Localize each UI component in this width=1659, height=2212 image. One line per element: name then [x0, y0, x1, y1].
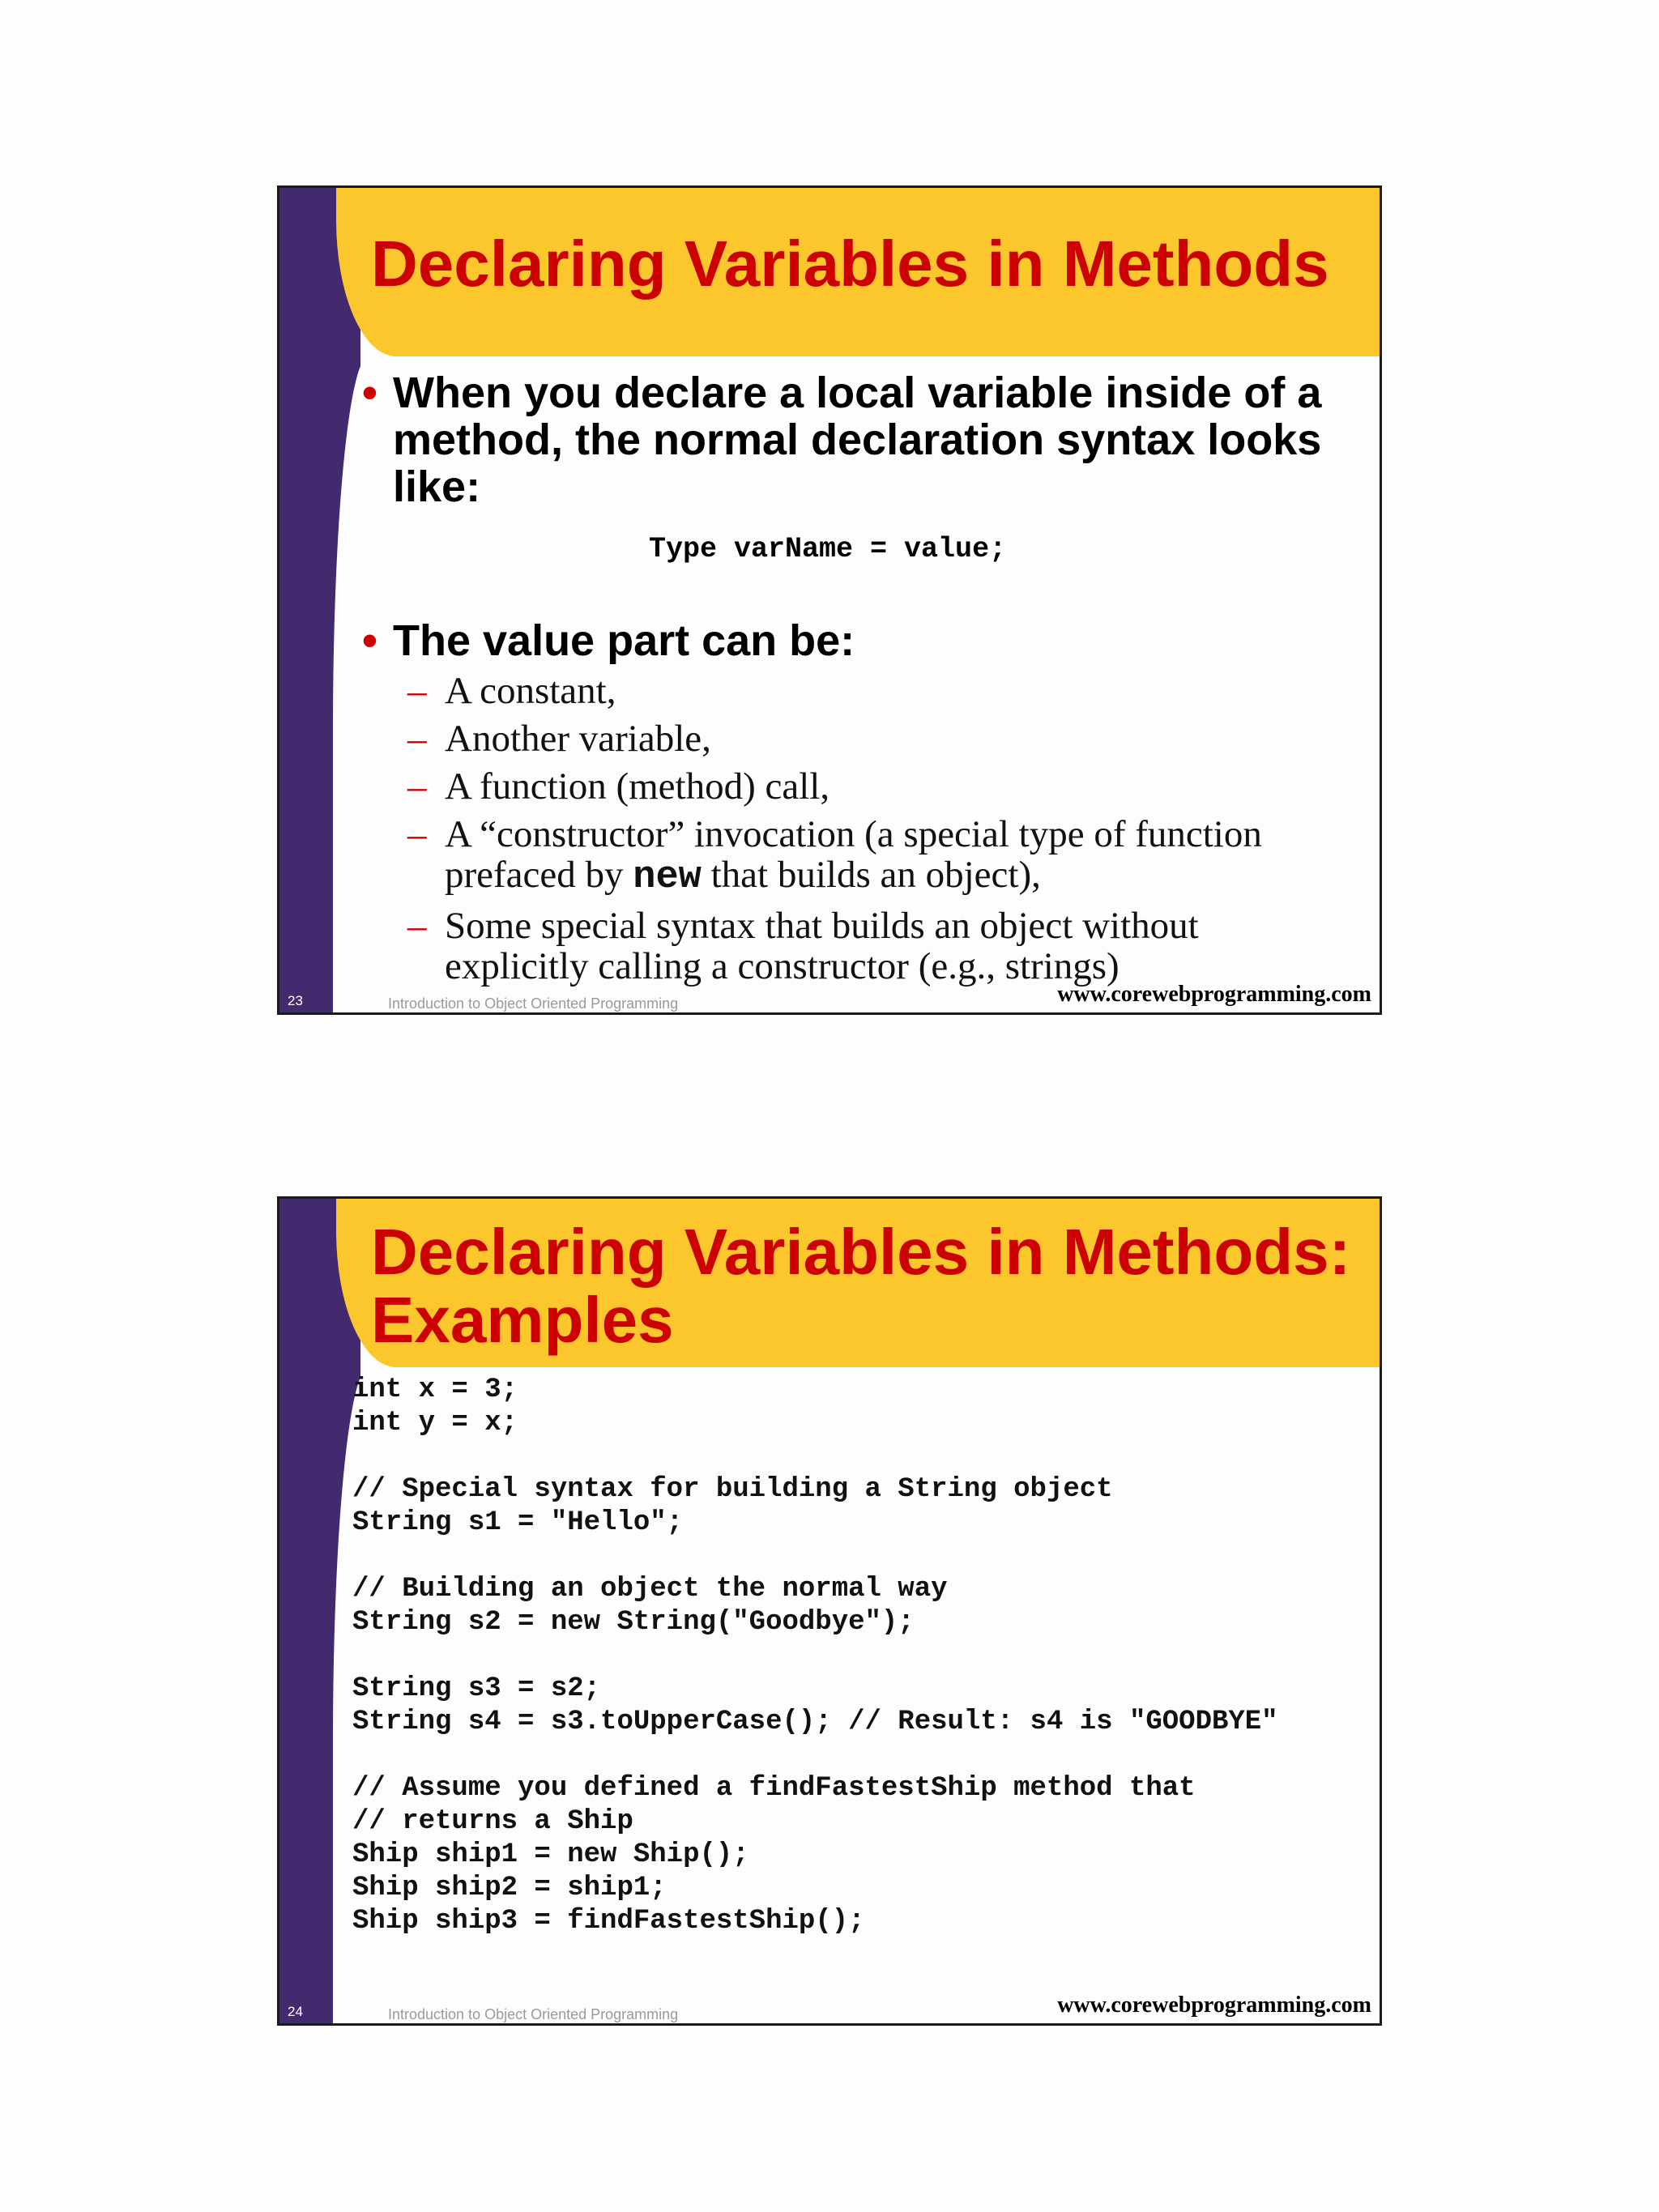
list-item: – A function (method) call, — [407, 765, 830, 808]
list-item: – A “constructor” invocation (a special type of function prefaced by new that builds an object), — [407, 813, 1262, 899]
bullet-dot-icon: • — [362, 616, 377, 665]
dash-icon: – — [407, 813, 427, 855]
course-title: Introduction to Object Oriented Programming — [388, 995, 679, 1012]
dash-icon: – — [407, 905, 427, 947]
dash-icon: – — [407, 670, 427, 712]
slide-number: 23 — [288, 993, 303, 1008]
website-url: www.corewebprogramming.com — [1057, 982, 1371, 1007]
slide-title: Declaring Variables in Methods — [371, 228, 1329, 300]
slide-23 — [277, 185, 1382, 1015]
website-url: www.corewebprogramming.com — [1057, 1993, 1371, 2018]
slide-24 — [277, 1196, 1382, 2026]
code-example: int x = 3; int y = x; // Special syntax for building a String object String s1 = "Hello"; // Building an object the normal way String s2 = new String("Goodbye"); String s3 = s2; String s4 = s3.toUpperCase(); // Result: s4 is "GOODBYE" // Assume you defined a findFastestShip method that // returns a Ship Ship ship1 = new Ship(); Ship ship2 = ship1; Ship ship3 = findFastestShip(); — [352, 1375, 1278, 1937]
course-title: Introduction to Object Oriented Programming — [388, 2006, 679, 2022]
slide-title: Declaring Variables in Methods: Examples — [371, 1216, 1351, 1356]
dash-icon: – — [407, 718, 427, 760]
bullet-value-part — [362, 616, 1347, 665]
bullet-text: When you declare a local variable inside of a method, the normal declaration syntax looks like: — [393, 369, 1322, 511]
slide-number: 24 — [288, 2004, 303, 2019]
bullet-declaration — [362, 369, 1347, 511]
list-item: – Some special syntax that builds an object without explicitly calling a constructor (e.g., strings) — [407, 905, 1199, 987]
keyword-new: new — [633, 856, 702, 899]
bullet-dot-icon: • — [362, 369, 377, 417]
declaration-syntax: Type varName = value; — [649, 533, 1007, 565]
list-item: – Another variable, — [407, 718, 711, 760]
list-item: – A constant, — [407, 670, 616, 712]
bullet-text: The value part can be: — [393, 616, 855, 665]
dash-icon: – — [407, 765, 427, 808]
value-options-list — [407, 671, 1347, 994]
